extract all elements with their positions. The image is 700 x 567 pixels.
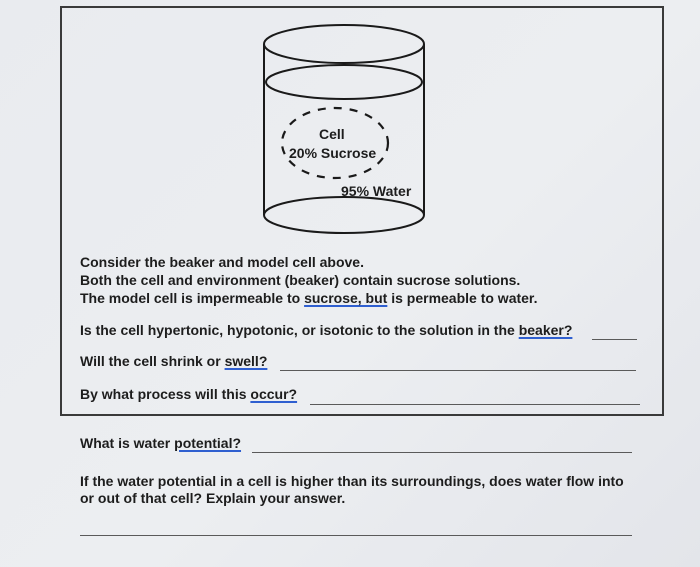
sucrose-link[interactable]: sucrose, but (304, 290, 388, 306)
answer-line-shrink-swell[interactable] (280, 370, 636, 371)
intro-line-2: Both the cell and environment (beaker) contain sucrose solutions. (80, 272, 521, 288)
occur-link[interactable]: occur? (250, 386, 298, 402)
question-shrink-swell-text: Will the cell shrink or (80, 353, 225, 369)
question-flow-line-2: or out of that cell? Explain your answer. (80, 490, 346, 506)
cell-solution-label: 20% Sucrose (289, 145, 377, 161)
answer-line-process[interactable] (310, 404, 640, 405)
question-tonicity-text: Is the cell hypertonic, hypotonic, or isotonic to the solution in the (80, 322, 519, 338)
question-tonicity (80, 322, 572, 338)
answer-line-water-potential[interactable] (252, 452, 632, 453)
intro-line-3-post: is permeable to water. (387, 290, 538, 306)
question-water-potential-text: What is water (80, 435, 175, 451)
question-water-potential (80, 435, 241, 451)
potential-link[interactable]: potential? (174, 435, 242, 451)
cell-label: Cell (319, 126, 345, 142)
intro-line-3 (80, 290, 538, 306)
swell-link[interactable]: swell? (224, 353, 268, 369)
intro-line-1: Consider the beaker and model cell above. (80, 254, 364, 270)
answer-line-explain[interactable] (80, 535, 632, 536)
question-shrink-swell (80, 353, 267, 369)
question-process-text: By what process will this (80, 386, 251, 402)
beaker-link[interactable]: beaker? (518, 322, 573, 338)
question-process (80, 386, 297, 402)
intro-line-3-pre: The model cell is impermeable to (80, 290, 305, 306)
beaker-solution-label: 95% Water (341, 183, 412, 199)
answer-line-tonicity[interactable] (592, 339, 637, 340)
question-flow-line-1: If the water potential in a cell is higher than its surroundings, does water flow into (80, 473, 624, 489)
